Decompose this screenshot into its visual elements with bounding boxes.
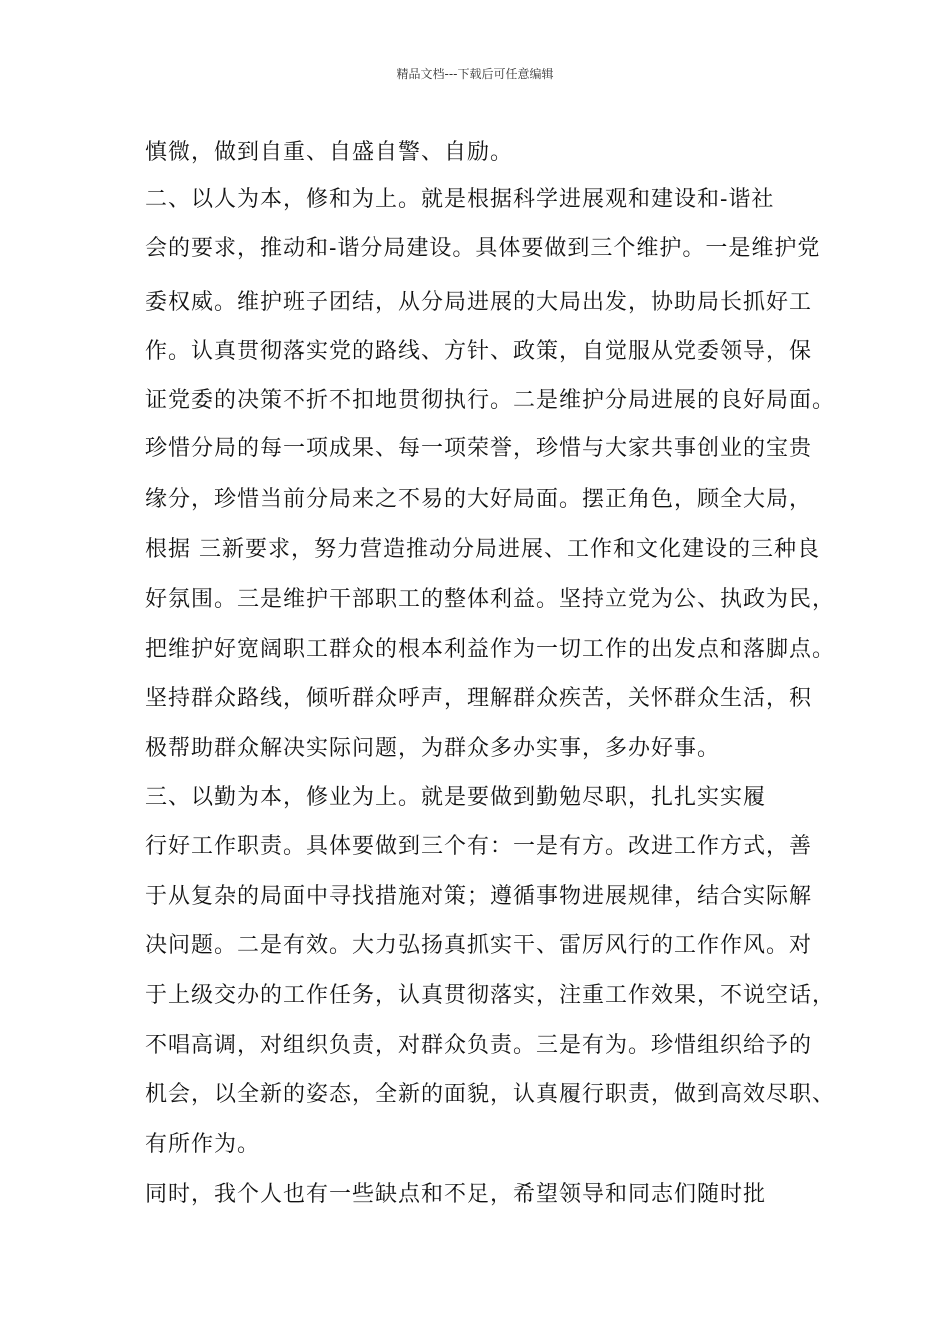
body-line: 会的要求，推动和-谐分局建设。具体要做到三个维护。一是维护党 <box>145 236 821 261</box>
body-line: 坚持群众路线，倾听群众呼声，理解群众疾苦，关怀群众生活，积 <box>145 686 813 711</box>
body-line: 作。认真贯彻落实党的路线、方针、政策，自觉服从党委领导，保 <box>145 339 813 364</box>
body-line: 慎微，做到自重、自盛自警、自励。 <box>145 140 514 165</box>
page-header: 精品文档---下载后可任意编辑 <box>396 67 554 81</box>
body-line: 决问题。二是有效。大力弘扬真抓实干、雷厉风行的工作作风。对 <box>145 933 813 958</box>
body-line: 极帮助群众解决实际问题，为群众多办实事，多办好事。 <box>145 736 721 761</box>
body-line: 于上级交办的工作任务，认真贯彻落实，注重工作效果，不说空话， <box>145 983 836 1008</box>
body-line: 珍惜分局的每一项成果、每一项荣誉，珍惜与大家共事创业的宝贵 <box>145 436 813 461</box>
body-line: 二、以人为本，修和为上。就是根据科学进展观和建设和-谐社 <box>145 187 775 212</box>
body-line: 有所作为。 <box>145 1132 261 1157</box>
body-line: 于从复杂的局面中寻找措施对策；遵循事物进展规律，结合实际解 <box>145 884 813 909</box>
body-line: 根据 三新要求，努力营造推动分局进展、工作和文化建设的三种良 <box>145 537 820 562</box>
body-line: 同时，我个人也有一些缺点和不足，希望领导和同志们随时批 <box>145 1182 767 1207</box>
body-line: 机会，以全新的姿态，全新的面貌，认真履行职责，做到高效尽职、 <box>145 1082 836 1107</box>
body-line: 证党委的决策不折不扣地贯彻执行。二是维护分局进展的良好局面。 <box>145 388 836 413</box>
body-line: 委权威。维护班子团结，从分局进展的大局出发，协助局长抓好工 <box>145 290 813 315</box>
body-line: 缘分，珍惜当前分局来之不易的大好局面。摆正角色，顾全大局， <box>145 487 813 512</box>
body-line: 行好工作职责。具体要做到三个有：一是有方。改进工作方式，善 <box>145 834 813 859</box>
body-line: 好氛围。三是维护干部职工的整体利益。坚持立党为公、执政为民， <box>145 587 836 612</box>
body-line: 不唱高调，对组织负责，对群众负责。三是有为。珍惜组织给予的 <box>145 1033 813 1058</box>
body-line: 三、以勤为本，修业为上。就是要做到勤勉尽职，扎扎实实履 <box>145 785 767 810</box>
body-line: 把维护好宽阔职工群众的根本利益作为一切工作的出发点和落脚点。 <box>145 637 836 662</box>
